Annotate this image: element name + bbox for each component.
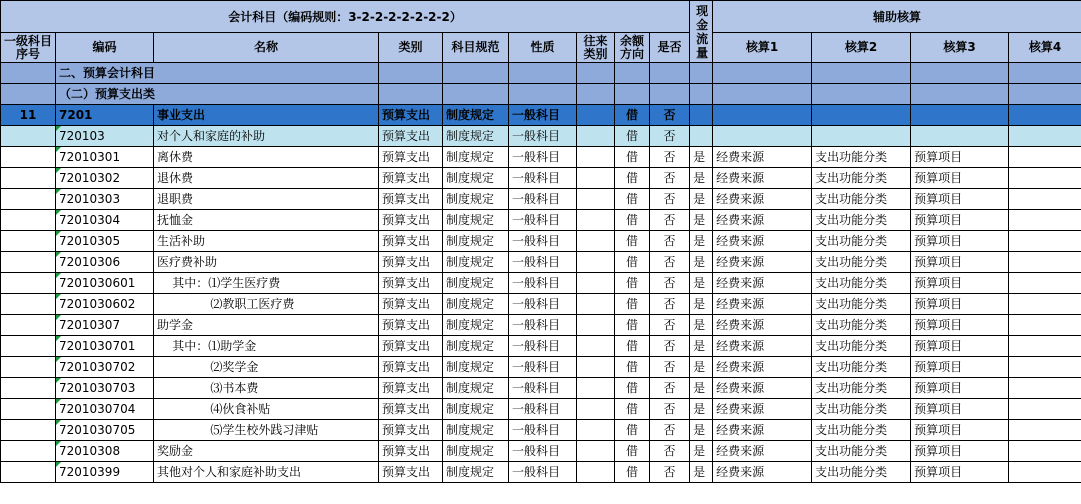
aux2-cell: 支出功能分类 xyxy=(812,315,911,336)
category-cell: 预算支出 xyxy=(379,231,443,252)
name-cell: ⑵奖学金 xyxy=(154,357,379,378)
nature-cell: 一般科目 xyxy=(509,252,577,273)
aux1-cell: 经费来源 xyxy=(713,420,812,441)
cash-cell: 否 xyxy=(650,378,690,399)
name-cell: 生活补助 xyxy=(154,231,379,252)
contact-cell xyxy=(577,378,615,399)
aux4-cell xyxy=(1009,441,1081,462)
aux4-cell xyxy=(1009,357,1081,378)
col-category: 类别 xyxy=(379,33,443,63)
aux4-cell xyxy=(1009,147,1081,168)
seq-cell xyxy=(1,462,56,483)
seq-cell xyxy=(1,294,56,315)
contact-cell xyxy=(577,462,615,483)
cash-cell: 否 xyxy=(650,231,690,252)
is-aux-cell: 是 xyxy=(690,357,713,378)
standard-cell: 制度规定 xyxy=(443,378,509,399)
is-aux-cell: 是 xyxy=(690,378,713,399)
cash-cell: 否 xyxy=(650,126,690,147)
col-aux1: 核算1 xyxy=(713,33,812,63)
code-cell: 7201030602 xyxy=(56,294,154,315)
category-cell: 预算支出 xyxy=(379,105,443,126)
aux1-cell: 经费来源 xyxy=(713,441,812,462)
nature-cell: 一般科目 xyxy=(509,105,577,126)
aux1-cell: 经费来源 xyxy=(713,168,812,189)
nature-cell: 一般科目 xyxy=(509,315,577,336)
balance-cell: 借 xyxy=(615,189,650,210)
category-cell: 预算支出 xyxy=(379,378,443,399)
nature-cell: 一般科目 xyxy=(509,399,577,420)
is-aux-cell: 是 xyxy=(690,462,713,483)
contact-cell xyxy=(577,399,615,420)
code-cell: 72010303 xyxy=(56,189,154,210)
nature-cell: 一般科目 xyxy=(509,294,577,315)
nature-cell: 一般科目 xyxy=(509,378,577,399)
contact-cell xyxy=(577,168,615,189)
aux4-cell xyxy=(1009,252,1081,273)
aux1-cell: 经费来源 xyxy=(713,189,812,210)
aux2-cell: 支出功能分类 xyxy=(812,273,911,294)
name-cell: 离休费 xyxy=(154,147,379,168)
cash-cell: 否 xyxy=(650,441,690,462)
seq-cell xyxy=(1,420,56,441)
cash-cell: 否 xyxy=(650,252,690,273)
aux4-cell xyxy=(1009,336,1081,357)
subsection-title: （二）预算支出类 xyxy=(56,84,379,105)
aux2-cell: 支出功能分类 xyxy=(812,168,911,189)
table-row[interactable] xyxy=(1,336,1081,357)
aux3-cell: 预算项目 xyxy=(911,189,1009,210)
aux2-cell: 支出功能分类 xyxy=(812,462,911,483)
cash-cell: 否 xyxy=(650,357,690,378)
contact-cell xyxy=(577,420,615,441)
name-cell: 奖励金 xyxy=(154,441,379,462)
category-cell: 预算支出 xyxy=(379,441,443,462)
aux3-cell: 预算项目 xyxy=(911,462,1009,483)
col-aux3: 核算3 xyxy=(911,33,1009,63)
aux2-cell: 支出功能分类 xyxy=(812,336,911,357)
is-aux-cell: 是 xyxy=(690,294,713,315)
name-cell: ⑵教职工医疗费 xyxy=(154,294,379,315)
cash-cell: 否 xyxy=(650,462,690,483)
aux2-cell: 支出功能分类 xyxy=(812,441,911,462)
balance-cell: 借 xyxy=(615,147,650,168)
standard-cell: 制度规定 xyxy=(443,105,509,126)
contact-cell xyxy=(577,231,615,252)
aux4-cell xyxy=(1009,273,1081,294)
cash-cell: 否 xyxy=(650,294,690,315)
aux4-cell xyxy=(1009,462,1081,483)
category-cell: 预算支出 xyxy=(379,462,443,483)
standard-cell: 制度规定 xyxy=(443,168,509,189)
balance-cell: 借 xyxy=(615,357,650,378)
balance-cell: 借 xyxy=(615,126,650,147)
aux2-cell: 支出功能分类 xyxy=(812,147,911,168)
aux1-cell: 经费来源 xyxy=(713,378,812,399)
code-cell: 72010308 xyxy=(56,441,154,462)
aux4-cell xyxy=(1009,168,1081,189)
level2-row[interactable] xyxy=(1,126,1081,147)
standard-cell: 制度规定 xyxy=(443,399,509,420)
category-cell: 预算支出 xyxy=(379,189,443,210)
aux2-cell: 支出功能分类 xyxy=(812,252,911,273)
seq-cell xyxy=(1,336,56,357)
is-aux-cell: 是 xyxy=(690,420,713,441)
table-row[interactable] xyxy=(1,357,1081,378)
cash-cell: 否 xyxy=(650,273,690,294)
balance-cell: 借 xyxy=(615,231,650,252)
table-row[interactable] xyxy=(1,462,1081,483)
nature-cell: 一般科目 xyxy=(509,420,577,441)
standard-cell: 制度规定 xyxy=(443,273,509,294)
is-aux-cell: 是 xyxy=(690,252,713,273)
balance-cell: 借 xyxy=(615,420,650,441)
is-aux-cell: 是 xyxy=(690,189,713,210)
standard-cell: 制度规定 xyxy=(443,357,509,378)
table-row[interactable] xyxy=(1,252,1081,273)
is-aux-cell: 是 xyxy=(690,336,713,357)
col-seq: 一级科目序号 xyxy=(1,33,56,63)
aux1-cell: 经费来源 xyxy=(713,462,812,483)
table-row[interactable] xyxy=(1,315,1081,336)
is-aux-cell: 是 xyxy=(690,231,713,252)
col-balance: 余额方向 xyxy=(615,33,650,63)
table-row[interactable] xyxy=(1,294,1081,315)
section-title: 二、预算会计科目 xyxy=(56,63,379,84)
name-cell: 退休费 xyxy=(154,168,379,189)
seq-cell xyxy=(1,441,56,462)
aux3-cell: 预算项目 xyxy=(911,378,1009,399)
aux3-cell: 预算项目 xyxy=(911,399,1009,420)
balance-cell: 借 xyxy=(615,252,650,273)
aux4-cell xyxy=(1009,399,1081,420)
table-row[interactable] xyxy=(1,168,1081,189)
balance-cell: 借 xyxy=(615,168,650,189)
table-row[interactable] xyxy=(1,420,1081,441)
category-cell: 预算支出 xyxy=(379,315,443,336)
header-row-2 xyxy=(1,33,1081,63)
table-row[interactable] xyxy=(1,378,1081,399)
seq-cell xyxy=(1,357,56,378)
balance-cell: 借 xyxy=(615,462,650,483)
contact-cell xyxy=(577,210,615,231)
is-aux-cell: 是 xyxy=(690,147,713,168)
code-cell: 72010301 xyxy=(56,147,154,168)
cash-cell: 否 xyxy=(650,147,690,168)
aux2-cell: 支出功能分类 xyxy=(812,378,911,399)
nature-cell: 一般科目 xyxy=(509,357,577,378)
is-aux-cell: 是 xyxy=(690,441,713,462)
aux3-cell: 预算项目 xyxy=(911,420,1009,441)
aux1-cell: 经费来源 xyxy=(713,399,812,420)
col-nature: 性质 xyxy=(509,33,577,63)
group-title: 会计科目（编码规则：3-2-2-2-2-2-2-2） xyxy=(1,1,690,33)
aux4-cell xyxy=(1009,231,1081,252)
table-row[interactable] xyxy=(1,189,1081,210)
cash-cell: 否 xyxy=(650,336,690,357)
code-cell: 7201030701 xyxy=(56,336,154,357)
cash-cell: 否 xyxy=(650,315,690,336)
aux4-cell xyxy=(1009,315,1081,336)
category-cell: 预算支出 xyxy=(379,294,443,315)
aux2-cell: 支出功能分类 xyxy=(812,357,911,378)
standard-cell: 制度规定 xyxy=(443,126,509,147)
seq-cell xyxy=(1,378,56,399)
aux3-cell: 预算项目 xyxy=(911,168,1009,189)
cash-flow-header: 现金流量 xyxy=(690,1,713,63)
seq-cell: 11 xyxy=(1,105,56,126)
table-row[interactable] xyxy=(1,231,1081,252)
standard-cell: 制度规定 xyxy=(443,210,509,231)
standard-cell: 制度规定 xyxy=(443,294,509,315)
seq-cell xyxy=(1,399,56,420)
seq-cell xyxy=(1,315,56,336)
aux4-cell xyxy=(1009,294,1081,315)
code-cell: 72010306 xyxy=(56,252,154,273)
aux1-cell: 经费来源 xyxy=(713,252,812,273)
aux4-cell xyxy=(1009,378,1081,399)
cash-cell: 否 xyxy=(650,399,690,420)
standard-cell: 制度规定 xyxy=(443,231,509,252)
aux1-cell: 经费来源 xyxy=(713,231,812,252)
aux2-cell: 支出功能分类 xyxy=(812,231,911,252)
balance-cell: 借 xyxy=(615,315,650,336)
code-cell: 72010307 xyxy=(56,315,154,336)
col-aux4: 核算4 xyxy=(1009,33,1081,63)
category-cell: 预算支出 xyxy=(379,336,443,357)
aux1-cell: 经费来源 xyxy=(713,315,812,336)
section-row xyxy=(1,63,1081,84)
contact-cell xyxy=(577,294,615,315)
code-cell: 72010302 xyxy=(56,168,154,189)
code-cell: 7201030702 xyxy=(56,357,154,378)
aux4-cell xyxy=(1009,189,1081,210)
seq-cell xyxy=(1,147,56,168)
aux1-cell: 经费来源 xyxy=(713,147,812,168)
aux1-cell: 经费来源 xyxy=(713,336,812,357)
is-aux-cell: 是 xyxy=(690,210,713,231)
nature-cell: 一般科目 xyxy=(509,168,577,189)
aux1-cell: 经费来源 xyxy=(713,294,812,315)
seq-cell xyxy=(1,273,56,294)
col-standard: 科目规范 xyxy=(443,33,509,63)
category-cell: 预算支出 xyxy=(379,273,443,294)
name-cell: ⑷伙食补贴 xyxy=(154,399,379,420)
code-cell: 72010304 xyxy=(56,210,154,231)
contact-cell xyxy=(577,189,615,210)
col-aux2: 核算2 xyxy=(812,33,911,63)
aux3-cell: 预算项目 xyxy=(911,315,1009,336)
balance-cell: 借 xyxy=(615,273,650,294)
aux4-cell xyxy=(1009,210,1081,231)
category-cell: 预算支出 xyxy=(379,147,443,168)
seq-cell xyxy=(1,168,56,189)
name-cell: 事业支出 xyxy=(154,105,379,126)
category-cell: 预算支出 xyxy=(379,126,443,147)
category-cell: 预算支出 xyxy=(379,357,443,378)
table-row[interactable] xyxy=(1,210,1081,231)
cash-cell: 否 xyxy=(650,420,690,441)
col-code: 编码 xyxy=(56,33,154,63)
aux2-cell: 支出功能分类 xyxy=(812,294,911,315)
balance-cell: 借 xyxy=(615,294,650,315)
nature-cell: 一般科目 xyxy=(509,462,577,483)
aux2-cell: 支出功能分类 xyxy=(812,189,911,210)
col-contact: 往来类别 xyxy=(577,33,615,63)
code-cell: 7201030703 xyxy=(56,378,154,399)
name-cell: 其他对个人和家庭补助支出 xyxy=(154,462,379,483)
cash-cell: 否 xyxy=(650,168,690,189)
cash-cell: 否 xyxy=(650,210,690,231)
nature-cell: 一般科目 xyxy=(509,189,577,210)
name-cell: ⑶书本费 xyxy=(154,378,379,399)
aux4-cell xyxy=(1009,420,1081,441)
nature-cell: 一般科目 xyxy=(509,126,577,147)
name-cell: 对个人和家庭的补助 xyxy=(154,126,379,147)
aux2-cell: 支出功能分类 xyxy=(812,399,911,420)
contact-cell xyxy=(577,315,615,336)
table-row[interactable] xyxy=(1,147,1081,168)
contact-cell xyxy=(577,273,615,294)
col-name: 名称 xyxy=(154,33,379,63)
category-cell: 预算支出 xyxy=(379,399,443,420)
aux1-cell: 经费来源 xyxy=(713,273,812,294)
name-cell: 助学金 xyxy=(154,315,379,336)
name-cell: 抚恤金 xyxy=(154,210,379,231)
standard-cell: 制度规定 xyxy=(443,336,509,357)
cash-cell: 否 xyxy=(650,189,690,210)
subsection-row xyxy=(1,84,1081,105)
col-is-aux: 是否 xyxy=(650,33,690,63)
seq-cell xyxy=(1,252,56,273)
balance-cell: 借 xyxy=(615,378,650,399)
aux1-cell: 经费来源 xyxy=(713,357,812,378)
nature-cell: 一般科目 xyxy=(509,147,577,168)
category-cell: 预算支出 xyxy=(379,168,443,189)
contact-cell xyxy=(577,357,615,378)
name-cell: 其中：⑴助学金 xyxy=(154,336,379,357)
aux3-cell: 预算项目 xyxy=(911,357,1009,378)
is-aux-cell: 是 xyxy=(690,399,713,420)
aux3-cell: 预算项目 xyxy=(911,210,1009,231)
balance-cell: 借 xyxy=(615,441,650,462)
nature-cell: 一般科目 xyxy=(509,210,577,231)
seq-cell xyxy=(1,231,56,252)
code-cell: 7201 xyxy=(56,105,154,126)
is-aux-cell: 是 xyxy=(690,315,713,336)
aux3-cell: 预算项目 xyxy=(911,231,1009,252)
table-row[interactable] xyxy=(1,399,1081,420)
standard-cell: 制度规定 xyxy=(443,462,509,483)
name-cell: ⑸学生校外践习津贴 xyxy=(154,420,379,441)
aux3-cell: 预算项目 xyxy=(911,336,1009,357)
code-cell: 7201030705 xyxy=(56,420,154,441)
balance-cell: 借 xyxy=(615,336,650,357)
aux3-cell: 预算项目 xyxy=(911,273,1009,294)
table-row[interactable] xyxy=(1,273,1081,294)
seq-cell xyxy=(1,189,56,210)
contact-cell xyxy=(577,252,615,273)
contact-cell xyxy=(577,441,615,462)
balance-cell: 借 xyxy=(615,105,650,126)
aux1-cell: 经费来源 xyxy=(713,210,812,231)
nature-cell: 一般科目 xyxy=(509,273,577,294)
contact-cell xyxy=(577,336,615,357)
name-cell: 医疗费补助 xyxy=(154,252,379,273)
contact-cell xyxy=(577,147,615,168)
cash-cell: 否 xyxy=(650,105,690,126)
name-cell: 其中：⑴学生医疗费 xyxy=(154,273,379,294)
standard-cell: 制度规定 xyxy=(443,441,509,462)
code-cell: 7201030704 xyxy=(56,399,154,420)
code-cell: 72010399 xyxy=(56,462,154,483)
is-aux-cell: 是 xyxy=(690,168,713,189)
standard-cell: 制度规定 xyxy=(443,252,509,273)
category-cell: 预算支出 xyxy=(379,210,443,231)
aux3-cell: 预算项目 xyxy=(911,441,1009,462)
category-cell: 预算支出 xyxy=(379,252,443,273)
aux2-cell: 支出功能分类 xyxy=(812,420,911,441)
standard-cell: 制度规定 xyxy=(443,420,509,441)
aux-title: 辅助核算 xyxy=(713,1,1081,33)
balance-cell: 借 xyxy=(615,210,650,231)
code-cell: 720103 xyxy=(56,126,154,147)
nature-cell: 一般科目 xyxy=(509,336,577,357)
standard-cell: 制度规定 xyxy=(443,315,509,336)
standard-cell: 制度规定 xyxy=(443,147,509,168)
is-aux-cell: 是 xyxy=(690,273,713,294)
balance-cell: 借 xyxy=(615,399,650,420)
nature-cell: 一般科目 xyxy=(509,231,577,252)
table-row[interactable] xyxy=(1,441,1081,462)
aux2-cell: 支出功能分类 xyxy=(812,210,911,231)
code-cell: 7201030601 xyxy=(56,273,154,294)
level1-row[interactable] xyxy=(1,105,1081,126)
aux3-cell: 预算项目 xyxy=(911,252,1009,273)
category-cell: 预算支出 xyxy=(379,420,443,441)
aux3-cell: 预算项目 xyxy=(911,294,1009,315)
header-row-1 xyxy=(1,1,1081,33)
standard-cell: 制度规定 xyxy=(443,189,509,210)
code-cell: 72010305 xyxy=(56,231,154,252)
nature-cell: 一般科目 xyxy=(509,441,577,462)
seq-cell xyxy=(1,210,56,231)
aux3-cell: 预算项目 xyxy=(911,147,1009,168)
name-cell: 退职费 xyxy=(154,189,379,210)
